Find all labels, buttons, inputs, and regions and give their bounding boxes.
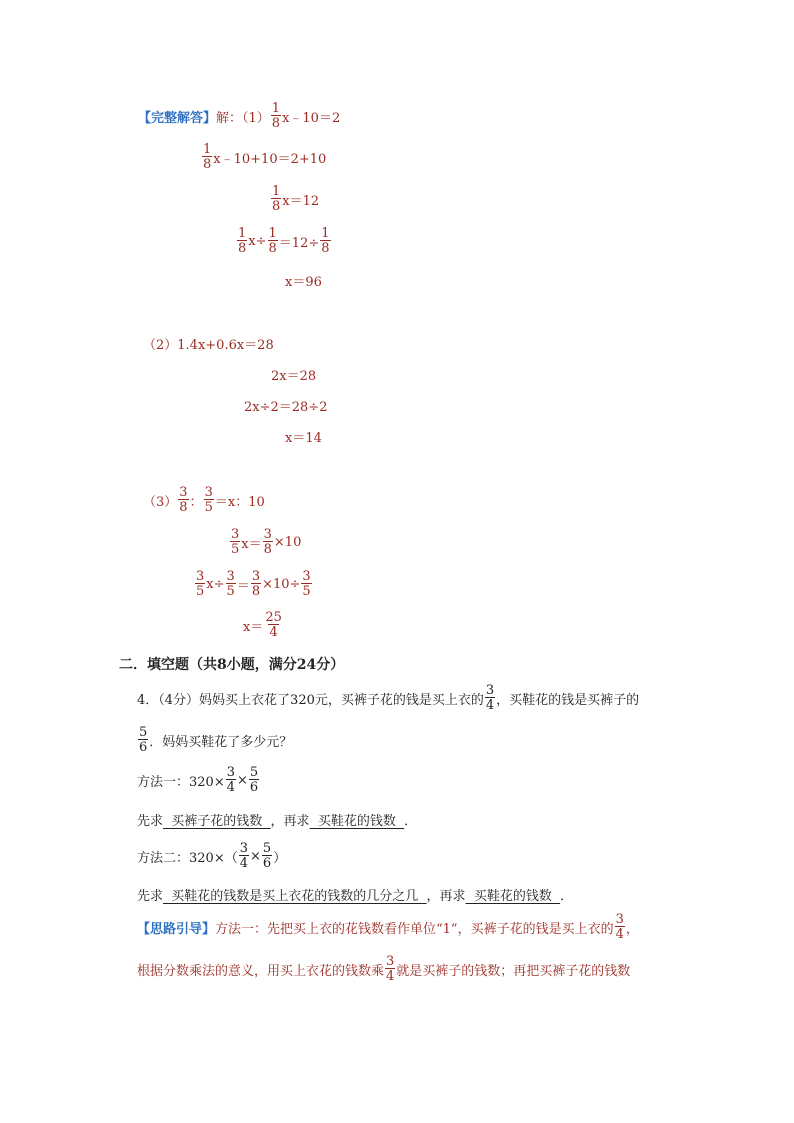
equation-text: ＝x：10 bbox=[214, 494, 265, 510]
times-sign: × bbox=[250, 848, 261, 864]
answer-blank-4: 买鞋花的钱数 bbox=[465, 889, 561, 904]
solution-line-1 bbox=[138, 102, 340, 130]
solution-line-5: x＝96 bbox=[285, 275, 322, 290]
method-label: 方法一：320× bbox=[137, 774, 225, 790]
equation-text: ×10 bbox=[273, 534, 302, 550]
fraction-3-5: $\frac{3}{5}$ bbox=[204, 485, 213, 515]
equation-text: ＝12÷ bbox=[278, 235, 320, 251]
text: ． bbox=[404, 814, 418, 829]
method-2-answer bbox=[137, 885, 573, 904]
hint-line-1 bbox=[137, 913, 639, 941]
method-1 bbox=[137, 766, 260, 794]
answer-blank-2: 买鞋花的钱数 bbox=[309, 814, 405, 829]
method-2 bbox=[137, 842, 286, 870]
hint-text: ， bbox=[625, 921, 639, 937]
equation-text: x＝12 bbox=[282, 193, 320, 209]
fraction-3-8: $\frac{3}{8}$ bbox=[251, 569, 261, 599]
question-4-stem bbox=[137, 684, 639, 712]
question-text: ，买鞋花的钱是买裤子的 bbox=[496, 692, 640, 708]
section-title: 二．填空题（共8小题，满分24分） bbox=[119, 657, 345, 673]
fraction-3-5: $\frac{3}{5}$ bbox=[231, 527, 240, 557]
solution-p3-line-1 bbox=[143, 486, 265, 514]
answer-blank-1: 买裤子花的钱数 bbox=[163, 814, 271, 829]
fraction-3-4: $\frac{3}{4}$ bbox=[485, 683, 495, 713]
hint-line-2 bbox=[137, 955, 630, 983]
hint-text: 方法一：先把买上衣的花钱数看作单位“1”，买裤子花的钱是买上衣的 bbox=[215, 921, 614, 937]
question-4-stem-cont bbox=[137, 726, 292, 754]
fraction-3-5: $\frac{3}{5}$ bbox=[196, 569, 205, 599]
fraction-3-8: $\frac{3}{8}$ bbox=[263, 527, 272, 557]
solution-p3-line-3 bbox=[194, 570, 313, 598]
equation-text: x﹣10+10＝2+10 bbox=[213, 151, 327, 167]
times-sign: × bbox=[237, 772, 248, 788]
text: 先求 bbox=[137, 889, 164, 904]
fraction-3-5: $\frac{3}{5}$ bbox=[226, 569, 235, 599]
hint-tag: 【思路引导】 bbox=[137, 921, 216, 937]
text: ，再求 bbox=[270, 814, 310, 829]
method-label: 方法二：320×（ bbox=[137, 850, 238, 866]
fraction-3-4: $\frac{3}{4}$ bbox=[386, 954, 395, 984]
fraction-1-8: $\frac{1}{8}$ bbox=[203, 142, 212, 172]
fraction-1-8: $\frac{1}{8}$ bbox=[272, 184, 281, 214]
fraction-5-6: $\frac{5}{6}$ bbox=[249, 765, 259, 795]
fraction-1-8: $\frac{1}{8}$ bbox=[321, 226, 330, 256]
fraction-3-4: $\frac{3}{4}$ bbox=[239, 841, 248, 871]
solution-line-4 bbox=[236, 227, 332, 255]
equation-text: ： bbox=[189, 494, 203, 510]
solution-p3-line-4 bbox=[243, 611, 284, 639]
solution-tag: 【完整解答】 bbox=[138, 110, 217, 126]
fraction-5-6: $\frac{5}{6}$ bbox=[139, 725, 148, 755]
solution-p3-line-2 bbox=[229, 528, 301, 556]
solution-intro: 解：（1） bbox=[216, 110, 270, 126]
fraction-3-5: $\frac{3}{5}$ bbox=[302, 569, 311, 599]
text: ，再求 bbox=[426, 889, 466, 904]
question-text: 4．（4分）妈妈买上衣花了320元，买裤子花的钱是买上衣的 bbox=[137, 692, 484, 708]
equation-text: x＝ bbox=[241, 536, 262, 552]
solution-p2-line-2: 2x＝28 bbox=[271, 369, 317, 384]
solution-p2-line-3: 2x÷2＝28÷2 bbox=[244, 400, 328, 415]
fraction-1-8: $\frac{1}{8}$ bbox=[271, 101, 281, 131]
solution-line-2 bbox=[201, 143, 326, 171]
hint-text: 根据分数乘法的意义，用买上衣花的钱数乘 bbox=[137, 963, 385, 979]
part-label: （3） bbox=[143, 494, 178, 510]
fraction-1-8: $\frac{1}{8}$ bbox=[238, 226, 247, 256]
equation-text: ×10÷ bbox=[262, 576, 301, 592]
hint-text: 就是买裤子的钱数；再把买裤子花的钱数 bbox=[396, 963, 631, 979]
equation-text: x÷ bbox=[248, 233, 267, 249]
method-1-answer bbox=[137, 810, 417, 829]
solution-line-3 bbox=[270, 185, 319, 213]
question-text: ．妈妈买鞋花了多少元？ bbox=[149, 734, 293, 750]
equation-text: x÷ bbox=[206, 576, 225, 592]
answer-blank-3: 买鞋花的钱数是买上衣花的钱数的几分之几 bbox=[163, 889, 427, 904]
equation-text: x﹣10＝2 bbox=[282, 110, 341, 126]
fraction-1-8: $\frac{1}{8}$ bbox=[268, 226, 277, 256]
text: ． bbox=[560, 889, 574, 904]
fraction-25-4: $\frac{25}{4}$ bbox=[265, 610, 282, 640]
close-paren: ） bbox=[273, 850, 287, 866]
text: 先求 bbox=[137, 814, 164, 829]
fraction-3-4: $\frac{3}{4}$ bbox=[615, 912, 624, 942]
fraction-5-6: $\frac{5}{6}$ bbox=[262, 841, 272, 871]
solution-p2-line-4: x＝14 bbox=[285, 431, 322, 446]
fraction-3-4: $\frac{3}{4}$ bbox=[226, 765, 235, 795]
equation-text: ＝ bbox=[236, 578, 250, 594]
solution-p2-line-1: （2）1.4x+0.6x＝28 bbox=[143, 338, 274, 353]
equation-text: x＝ bbox=[243, 619, 264, 635]
fraction-3-8: $\frac{3}{8}$ bbox=[179, 485, 188, 515]
